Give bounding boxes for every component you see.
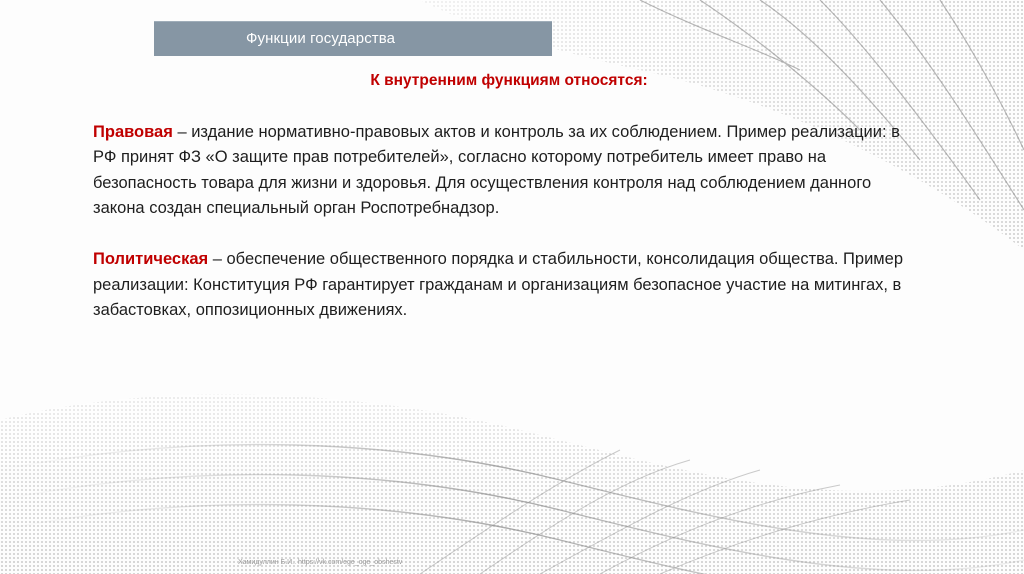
slide-content <box>93 68 923 349</box>
term-legal: Правовая <box>93 122 173 141</box>
title-bar <box>154 21 552 56</box>
paragraph-political-text: – обеспечение общественного порядка и стабильности, консолидация общества. Пример реализации: Конституция РФ гарантирует гражданам и организациям безопасное участие на митингах, в забастовках, оппозиционных движениях. <box>93 249 904 320</box>
slide-title: Функции государства <box>246 30 396 47</box>
slide-subtitle: К внутренним функциям относятся: <box>370 72 648 89</box>
paragraph-legal-text: – издание нормативно-правовых актов и контроль за их соблюдением. Пример реализации: в РФ принят ФЗ «О защите прав потребителей», согласно которому потребитель имеет право на безопасность товара для жизни и здоровья. Для осуществления контроля над соблюдением данного закона создан специальный орган Роспотребнадзор. <box>93 122 900 218</box>
footer-credit: Хамидуллин Б.И.. https://vk.com/ege_oge_obshestv <box>238 559 403 566</box>
paragraph-legal <box>93 120 923 222</box>
term-political: Политическая <box>93 249 209 268</box>
paragraph-political <box>93 247 923 324</box>
